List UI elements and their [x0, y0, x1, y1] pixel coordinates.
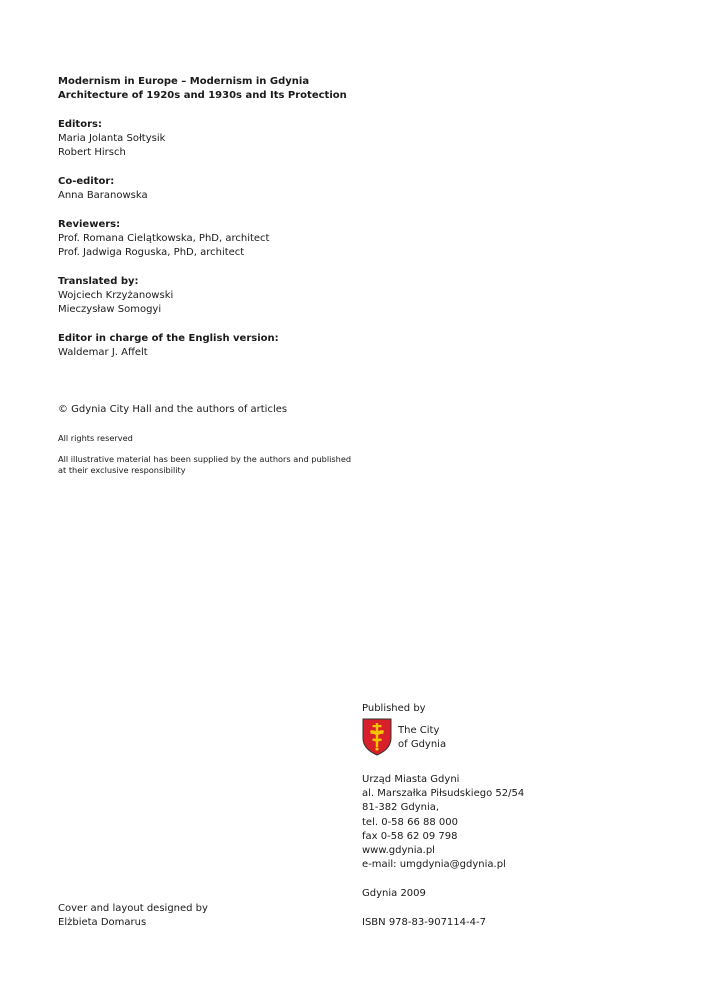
address-line: Urząd Miasta Gdyni [362, 774, 460, 785]
publisher-name-line: of Gdynia [398, 739, 447, 750]
rights-notice: All rights reserved [58, 433, 133, 443]
editors-heading: Editors: [58, 119, 102, 130]
reviewer-name: Prof. Jadwiga Roguska, PhD, architect [58, 247, 245, 258]
isbn: ISBN 978-83-907114-4-7 [362, 917, 486, 928]
place-year: Gdynia 2009 [362, 888, 426, 899]
address-line: 81-382 Gdynia, [362, 802, 440, 814]
translators-heading: Translated by: [58, 276, 139, 287]
editor-name: Robert Hirsch [58, 147, 126, 158]
publisher-name-line: The City [398, 725, 440, 736]
website-link[interactable]: www.gdynia.pl [362, 845, 435, 857]
email-link[interactable]: e-mail: umgdynia@gdynia.pl [362, 859, 506, 871]
translator-name: Mieczysław Somogyi [58, 304, 162, 315]
copyright-notice: © Gdynia City Hall and the authors of articles [58, 404, 288, 415]
title-line-2: Architecture of 1920s and 1930s and Its Protection [58, 90, 347, 101]
phone-line: tel. 0-58 66 88 000 [362, 816, 458, 828]
reviewer-name: Prof. Romana Cielątkowska, PhD, architect [58, 233, 270, 244]
co-editor-heading: Co-editor: [58, 176, 115, 187]
english-editor-heading: Editor in charge of the English version: [58, 333, 279, 344]
title-line-1: Modernism in Europe – Modernism in Gdynia [58, 76, 310, 87]
publisher-address [362, 773, 524, 872]
translator-name: Wojciech Krzyżanowski [58, 290, 174, 301]
designer-name: Elżbieta Domarus [58, 917, 147, 928]
co-editor-name: Anna Baranowska [58, 190, 148, 201]
design-credit-line: Cover and layout designed by [58, 903, 208, 914]
address-line: al. Marszałka Piłsudskiego 52/54 [362, 788, 525, 800]
illustrations-note-line: All illustrative material has been supplied by the authors and published [58, 454, 352, 464]
fax-line: fax 0-58 62 09 798 [362, 830, 458, 842]
gdynia-coat-of-arms-icon [362, 718, 392, 756]
reviewers-heading: Reviewers: [58, 219, 121, 230]
english-editor-name: Waldemar J. Affelt [58, 347, 148, 358]
published-by-label: Published by [362, 703, 426, 714]
illustrations-note-line: at their exclusive responsibility [58, 465, 186, 475]
editor-name: Maria Jolanta Sołtysik [58, 133, 166, 144]
